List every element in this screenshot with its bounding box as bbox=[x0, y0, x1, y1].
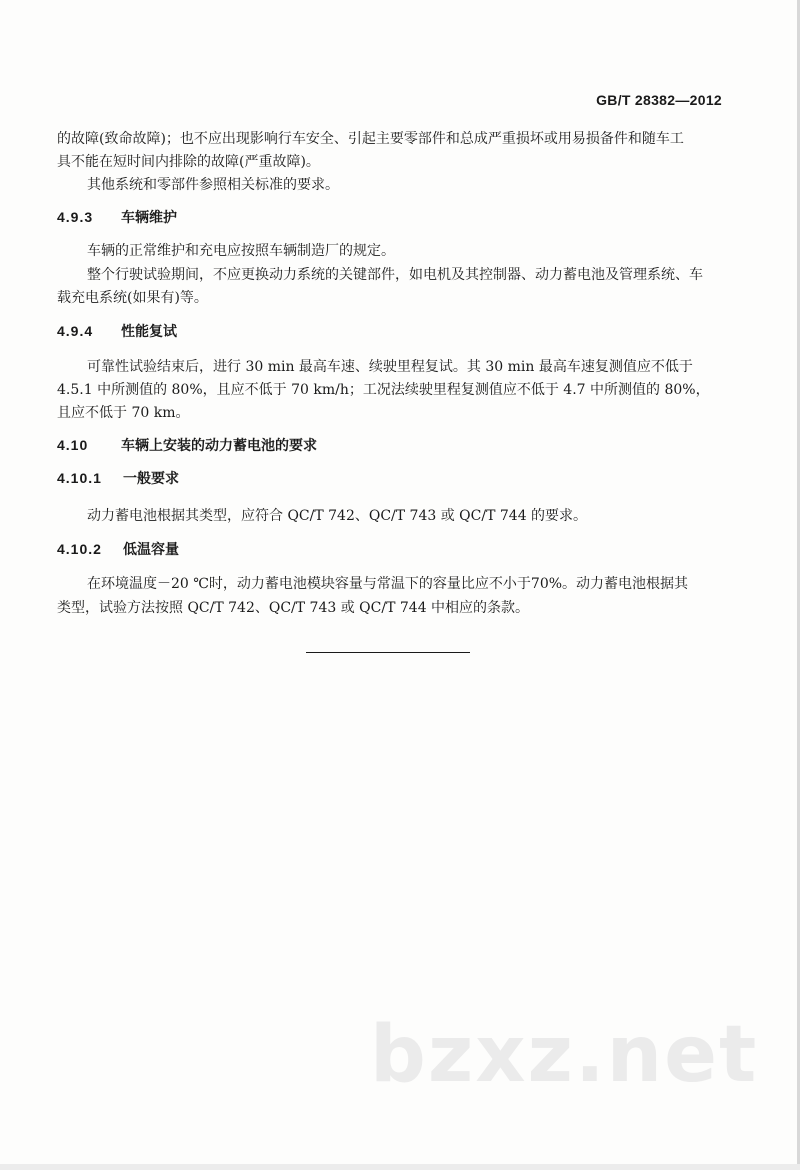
paragraph-line: 整个行驶试验期间，不应更换动力系统的关键部件，如电机及其控制器、动力蓄电池及管理系统、车 bbox=[87, 267, 703, 283]
section-title: 车辆维护 bbox=[121, 210, 177, 226]
section-heading-4-10 bbox=[57, 434, 317, 457]
section-title: 车辆上安装的动力蓄电池的要求 bbox=[121, 438, 317, 454]
section-title: 性能复试 bbox=[121, 324, 177, 340]
end-of-document-rule bbox=[306, 652, 470, 653]
section-number: 4.10 bbox=[57, 437, 89, 453]
paragraph-line: 动力蓄电池根据其类型，应符合 QC/T 742、QC/T 743 或 QC/T 744 的要求。 bbox=[87, 508, 588, 524]
paragraph-line: 类型，试验方法按照 QC/T 742、QC/T 743 或 QC/T 744 中相应的条款。 bbox=[57, 600, 530, 616]
paragraph-line: 车辆的正常维护和充电应按照车辆制造厂的规定。 bbox=[87, 243, 395, 259]
section-number: 4.9.3 bbox=[57, 209, 94, 225]
paragraph-line: 4.5.1 中所测值的 80%，且应不低于 70 km/h；工况法续驶里程复测值应不低于 4.7 中所测值的 80%， bbox=[57, 382, 710, 398]
section-heading-4-10-1 bbox=[57, 467, 179, 490]
paragraph-line: 且应不低于 70 km。 bbox=[57, 405, 190, 421]
paragraph-line: 其他系统和零部件参照相关标准的要求。 bbox=[87, 177, 339, 193]
section-number: 4.10.1 bbox=[57, 470, 102, 486]
section-heading-4-10-2 bbox=[57, 538, 179, 561]
paragraph-line: 可靠性试验结束后，进行 30 min 最高车速、续驶里程复试。其 30 min 最高车速复测值应不低于 bbox=[87, 359, 693, 375]
paragraph-line: 在环境温度－20 ℃时，动力蓄电池模块容量与常温下的容量比应不小于70%。动力蓄电池根据其 bbox=[87, 576, 689, 592]
watermark-text: bzxz.net bbox=[370, 1010, 759, 1100]
section-number: 4.9.4 bbox=[57, 323, 94, 339]
paragraph-line: 的故障(致命故障)；也不应出现影响行车安全、引起主要零部件和总成严重损坏或用易损备件和随车工 bbox=[57, 131, 684, 147]
section-title: 一般要求 bbox=[123, 471, 179, 487]
page-edge-bottom bbox=[0, 1164, 800, 1170]
section-heading-4-9-4 bbox=[57, 320, 177, 343]
section-title: 低温容量 bbox=[123, 542, 179, 558]
section-heading-4-9-3 bbox=[57, 206, 177, 229]
section-number: 4.10.2 bbox=[57, 541, 102, 557]
paragraph-line: 载充电系统(如果有)等。 bbox=[57, 290, 208, 306]
standard-code: GB/T 28382—2012 bbox=[596, 92, 722, 108]
paragraph-line: 具不能在短时间内排除的故障(严重故障)。 bbox=[57, 154, 320, 170]
